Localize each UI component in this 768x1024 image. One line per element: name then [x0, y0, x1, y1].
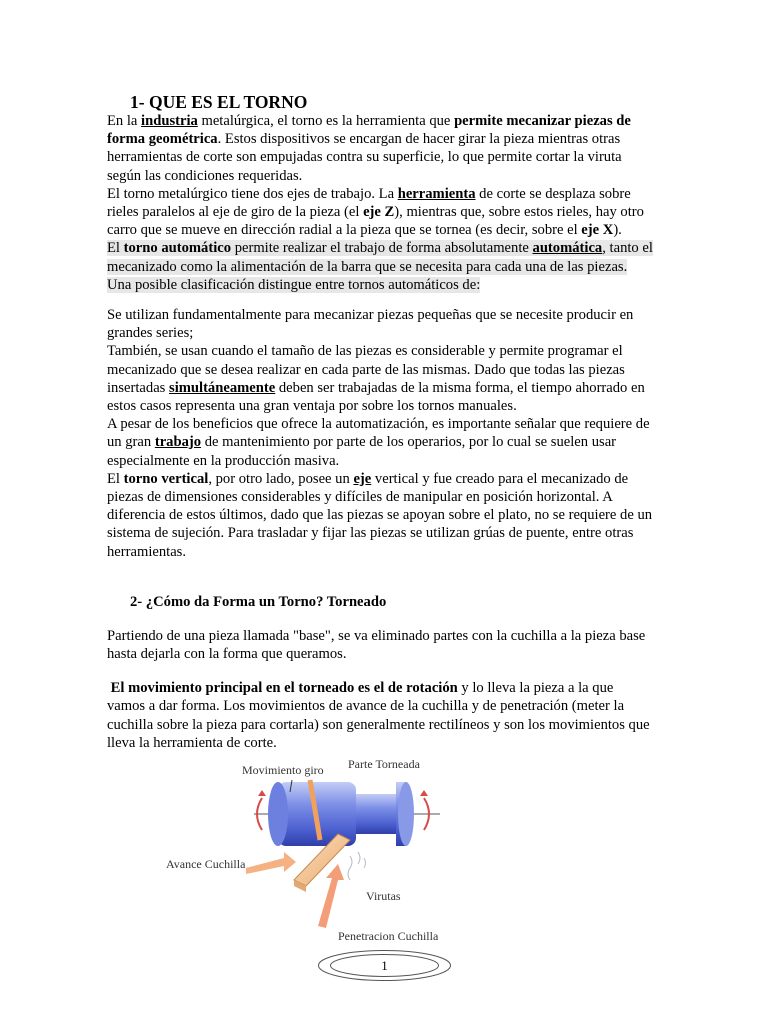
document-body [107, 92, 655, 752]
chip-shavings [348, 852, 366, 880]
torneado-diagram [166, 752, 464, 946]
section-heading-1: 1- QUE ES EL TORNO [130, 92, 308, 112]
paragraph-torno-definition: En la industria metalúrgica, el torno es la herramienta que permite mecanizar piezas de forma geométrica. Estos dispositivos se encargan de hacer girar la pieza mientras otras herramientas de corte son empujadas contra su superficie, lo que permite cortar la viruta según las condiciones requeridas. [107, 113, 631, 184]
paragraph-torno-automatico: El torno automático permite realizar el trabajo de forma absolutamente automática, tanto el mecanizado como la alimentación de la barra que se necesita para cada una de las piezas. Una posible clasificación distingue entre tornos automáticos de: [107, 240, 653, 293]
section-heading-2: 2- ¿Cómo da Forma un Torno? Torneado [130, 593, 387, 610]
label-parte-torneada: Parte Torneada [348, 757, 420, 771]
paragraph-pieza-base: Partiendo de una pieza llamada "base", se va eliminado partes con la cuchilla a la pieza base hasta dejarla con la forma que queramos. [107, 627, 646, 663]
rotation-arrowhead-right-icon [420, 790, 428, 796]
paragraph-ejes: El torno metalúrgico tiene dos ejes de trabajo. La herramienta de corte se desplaza sobre rieles paralelos al eje de giro de la pieza (el eje Z), mientras que, sobre estos rieles, hay otro carro que se mueve en dirección radial a la pieza que se tornea (es decir, sobre el eje X). [107, 185, 644, 239]
page-number: 1 [381, 958, 388, 973]
page-footer [317, 949, 452, 982]
paragraph-uso-piezas: Se utilizan fundamentalmente para mecanizar piezas pequeñas que se necesite producir en grandes series; [107, 307, 634, 342]
avance-arrow-icon [246, 852, 296, 874]
paragraph-mantenimiento: A pesar de los beneficios que ofrece la automatización, es importante señalar que requiere de un gran trabajo de mantenimiento por parte de los operarios, por lo cual se suelen usar especialmente en la producción masiva. [107, 416, 650, 469]
paragraph-torno-vertical: El torno vertical, por otro lado, posee un eje vertical y fue creado para el mecanizado de piezas de dimensiones considerables y difíciles de manipular en posición horizontal. A diferencia de estos últimos, dado que las piezas se apoyan sobre el plato, no se requiere de un sistema de sujeción. Para trasladar y fijar las piezas se utilizan grúas de puente, entre otras herramientas. [107, 470, 653, 560]
paragraph-tamano-piezas: También, se usan cuando el tamaño de las piezas es considerable y permite programar el mecanizado que se desea realizar en cada parte de las mismas. Dado que todas las piezas insertadas simultáneamente deben ser trabajadas de la misma forma, el tiempo ahorrado en estos casos representa una gran ventaja por sobre los tornos manuales. [107, 343, 645, 415]
label-avance-cuchilla: Avance Cuchilla [166, 857, 246, 871]
label-movimiento-giro: Movimiento giro [242, 763, 324, 777]
label-virutas: Virutas [366, 889, 401, 903]
rotation-arrowhead-left-icon [258, 790, 266, 796]
label-penetracion-cuchilla: Penetracion Cuchilla [338, 929, 439, 943]
penetracion-arrow-icon [318, 864, 344, 928]
paragraph-movimiento-principal: El movimiento principal en el torneado es el de rotación y lo lleva la pieza a la que vamos a dar forma. Los movimientos de avance de la cuchilla y de penetración (meter la cuchilla sobre la pieza para cortarla) son generalmente rectilíneos y son los movimientos que lleva la herramienta de corte. [107, 680, 650, 751]
